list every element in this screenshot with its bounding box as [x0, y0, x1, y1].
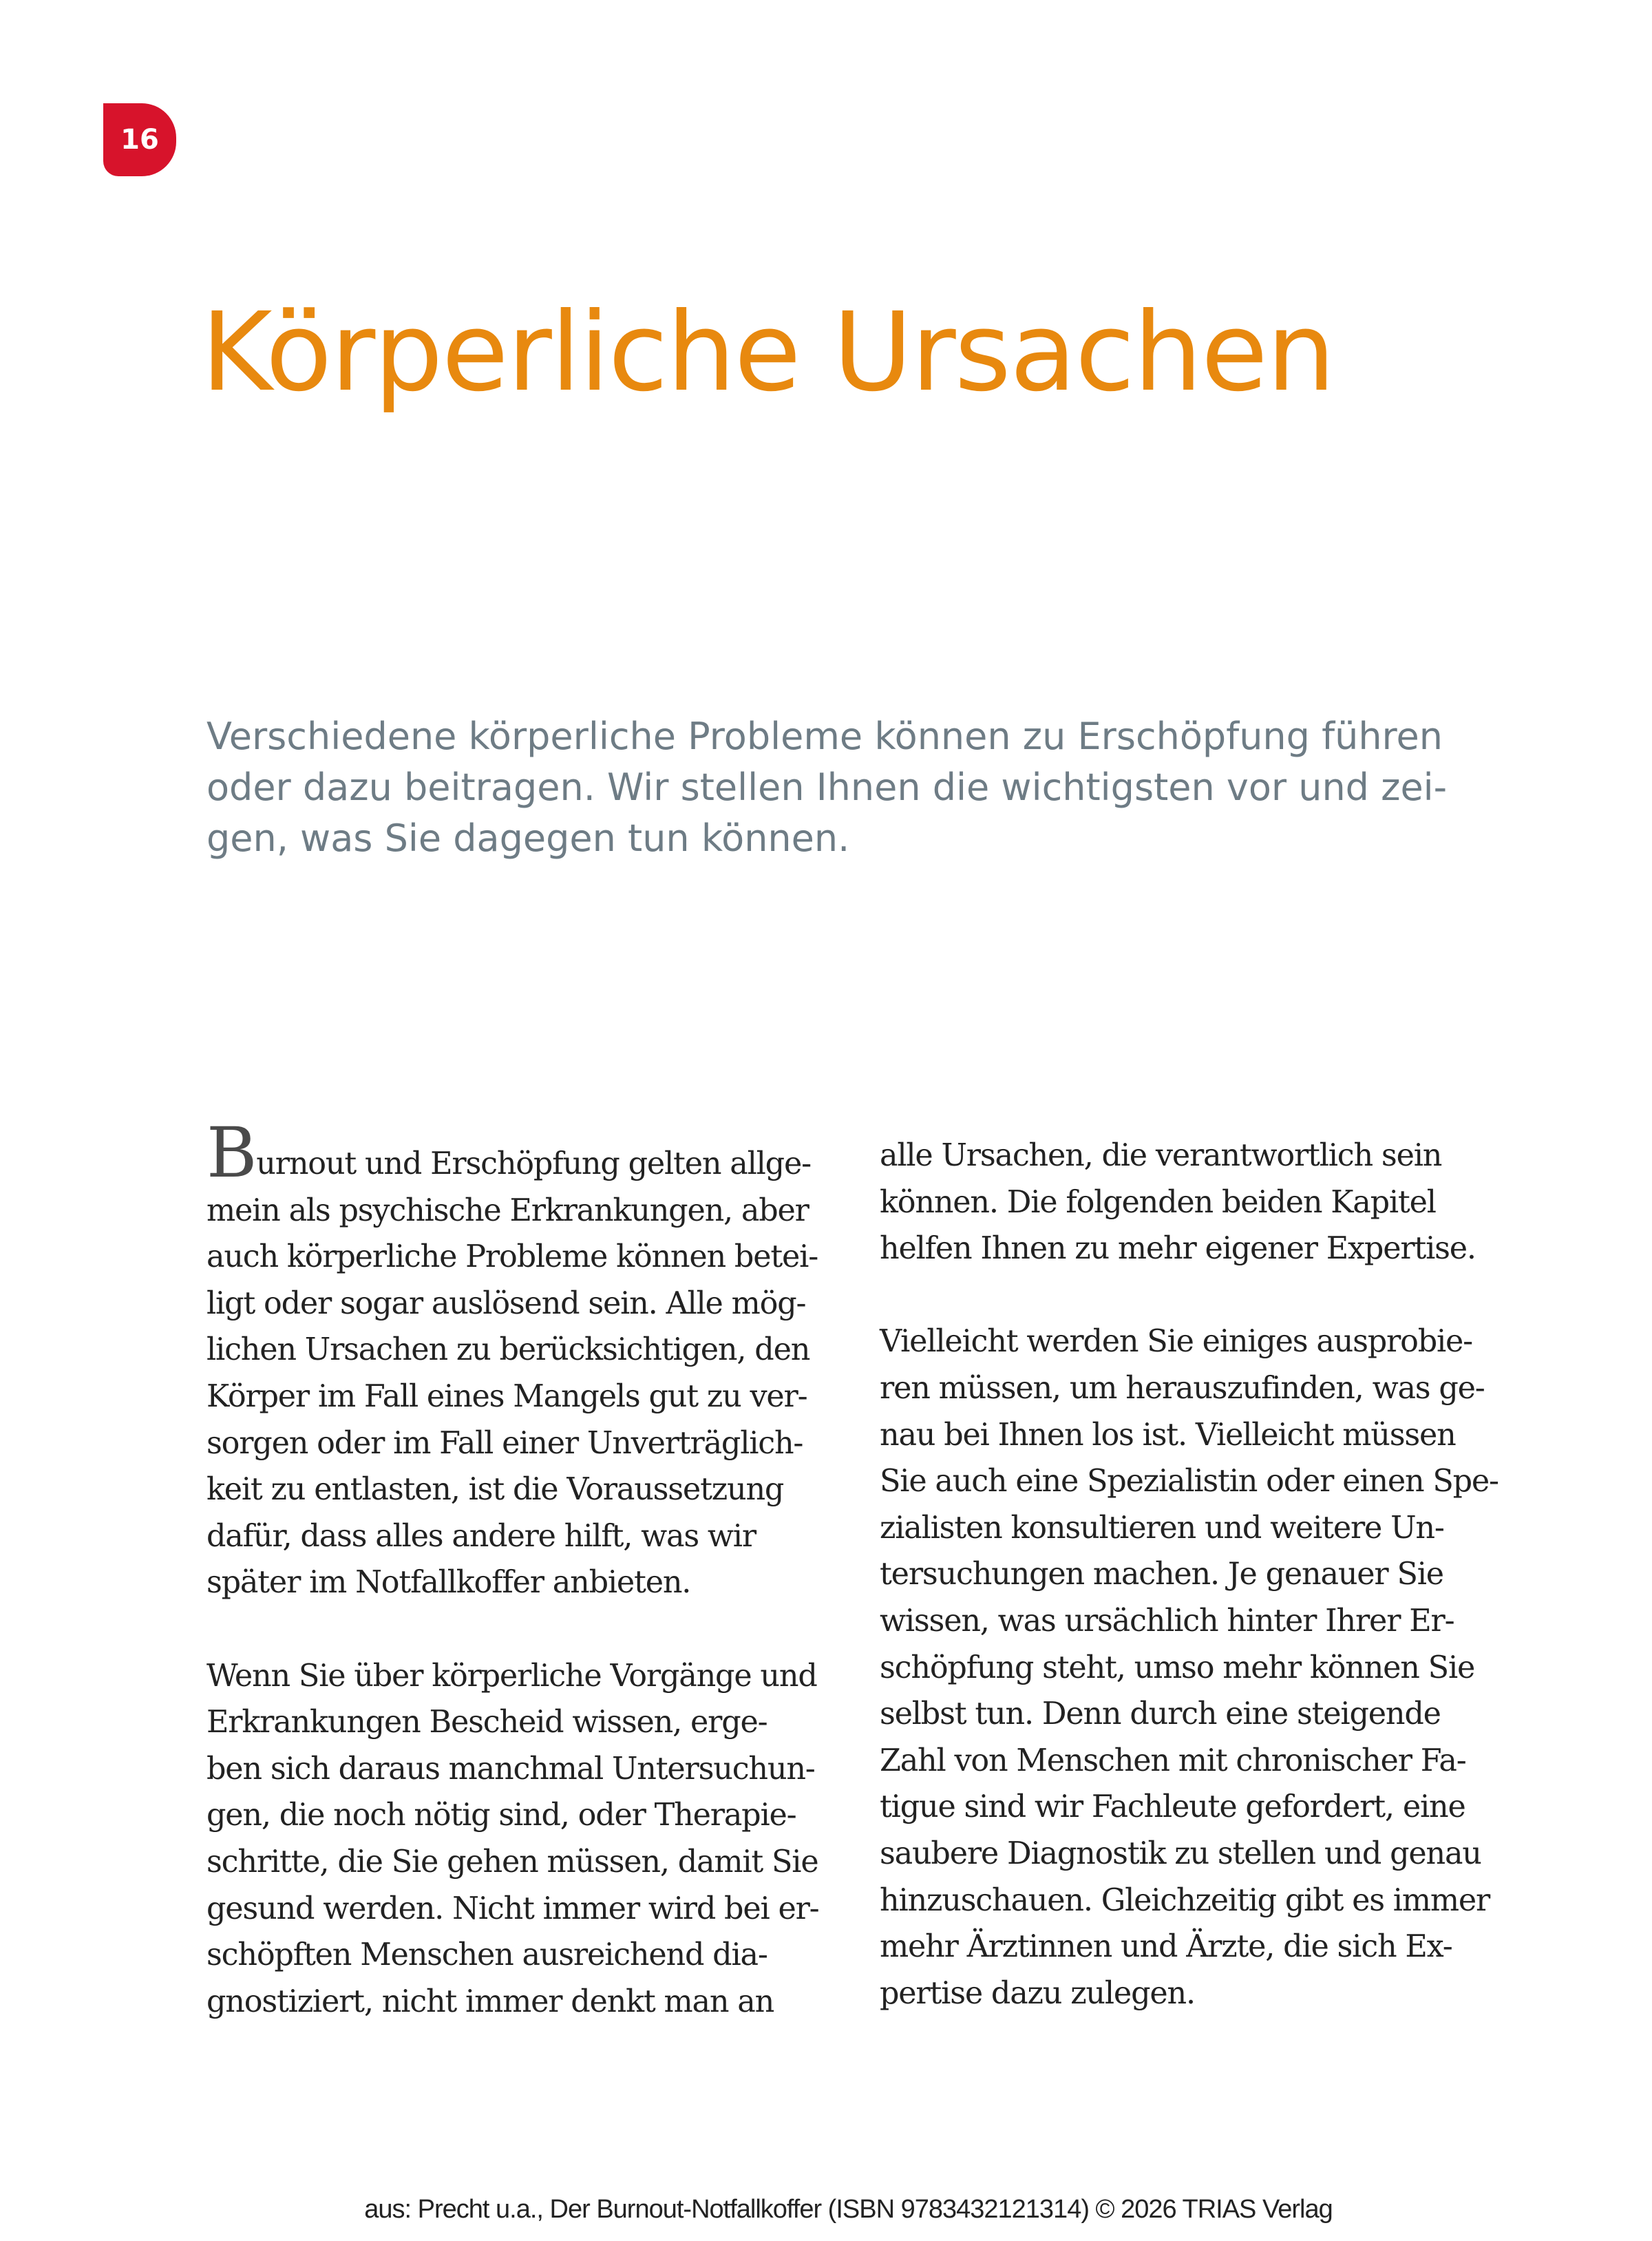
text-line: Wenn Sie über körperliche Vorgänge und — [206, 1658, 817, 1694]
paragraph — [880, 1133, 1499, 1272]
text-line: ren müssen, um herauszufinden, was ge- — [880, 1370, 1485, 1406]
text-line: ligt oder sogar auslösend sein. Alle mög- — [206, 1285, 806, 1321]
text-line: tersuchungen machen. Je genauer Sie — [880, 1557, 1443, 1592]
text-line: schritte, die Sie gehen müssen, damit Sie — [206, 1844, 818, 1880]
left-column — [206, 1113, 826, 2072]
drop-cap: B — [206, 1113, 257, 1193]
text-line: tigue sind wir Fachleute gefordert, eine — [880, 1789, 1465, 1825]
text-line: gesund werden. Nicht immer wird bei er- — [206, 1891, 819, 1926]
paragraph — [880, 1318, 1499, 2017]
text-line: oder dazu beitragen. Wir stellen Ihnen die wichtigsten vor und zei- — [206, 766, 1448, 809]
text-line: selbst tun. Denn durch eine steigende — [880, 1696, 1441, 1732]
page-number: 16 — [120, 124, 159, 156]
text-line: Zahl von Menschen mit chronischer Fa- — [880, 1743, 1466, 1778]
text-line: dafür, dass alles andere hilft, was wir — [206, 1518, 756, 1554]
paragraph — [206, 1653, 826, 2026]
page-number-badge — [103, 103, 176, 176]
text-line: Verschiedene körperliche Probleme können zu Erschöpfung führen — [206, 715, 1443, 758]
text-line: wissen, was ursächlich hinter Ihrer Er- — [880, 1603, 1454, 1639]
text-line: auch körperliche Probleme können betei- — [206, 1239, 818, 1275]
text-line: helfen Ihnen zu mehr eigener Expertise. — [880, 1231, 1476, 1267]
text-line: schöpften Menschen ausreichend dia- — [206, 1937, 767, 1973]
text-line — [206, 1113, 826, 1193]
page-title: Körperliche Ursachen — [201, 289, 1335, 416]
text-line: pertise dazu zulegen. — [880, 1975, 1195, 2011]
text-line: später im Notfallkoffer anbieten. — [206, 1565, 691, 1601]
text-line: gen, was Sie dagegen tun können. — [206, 817, 850, 860]
text-line: ben sich daraus manchmal Untersuchun- — [206, 1751, 815, 1787]
text-line: mehr Ärztinnen und Ärzte, die sich Ex- — [880, 1929, 1452, 1965]
text-line: hinzuschauen. Gleichzeitig gibt es immer — [880, 1882, 1490, 1918]
text-line: gen, die noch nötig sind, oder Therapie- — [206, 1798, 796, 1833]
right-column — [880, 1133, 1499, 2063]
text-line: nau bei Ihnen los ist. Vielleicht müssen — [880, 1417, 1456, 1453]
text: urnout und Erschöpfung gelten allge- — [256, 1146, 811, 1181]
text-line: Sie auch eine Spezialistin oder einen Spe- — [880, 1464, 1499, 1500]
text-line: mein als psychische Erkrankungen, aber — [206, 1192, 809, 1228]
text-line: keit zu entlasten, ist die Voraussetzung — [206, 1472, 784, 1508]
text-line: zialisten konsultieren und weitere Un- — [880, 1510, 1444, 1546]
text-line: lichen Ursachen zu berücksichtigen, den — [206, 1332, 810, 1368]
text-line: Erkrankungen Bescheid wissen, erge- — [206, 1705, 767, 1740]
text-line: gnostiziert, nicht immer denkt man an — [206, 1984, 774, 2019]
copyright-footer: aus: Precht u.a., Der Burnout-Notfallkoffer (ISBN 9783432121314) © 2026 TRIAS Verlag — [364, 2195, 1333, 2224]
text-line: saubere Diagnostik zu stellen und genau — [880, 1835, 1481, 1871]
lead-paragraph — [206, 711, 1447, 864]
paragraph — [206, 1113, 826, 1606]
text-line: sorgen oder im Fall einer Unverträglich- — [206, 1425, 803, 1461]
text-line: Vielleicht werden Sie einiges ausprobie- — [880, 1324, 1473, 1360]
text-line: Körper im Fall eines Mangels gut zu ver- — [206, 1378, 807, 1414]
text-line: alle Ursachen, die verantwortlich sein — [880, 1138, 1442, 1173]
text-line: können. Die folgenden beiden Kapitel — [880, 1184, 1436, 1220]
text-line: schöpfung steht, umso mehr können Sie — [880, 1650, 1475, 1685]
